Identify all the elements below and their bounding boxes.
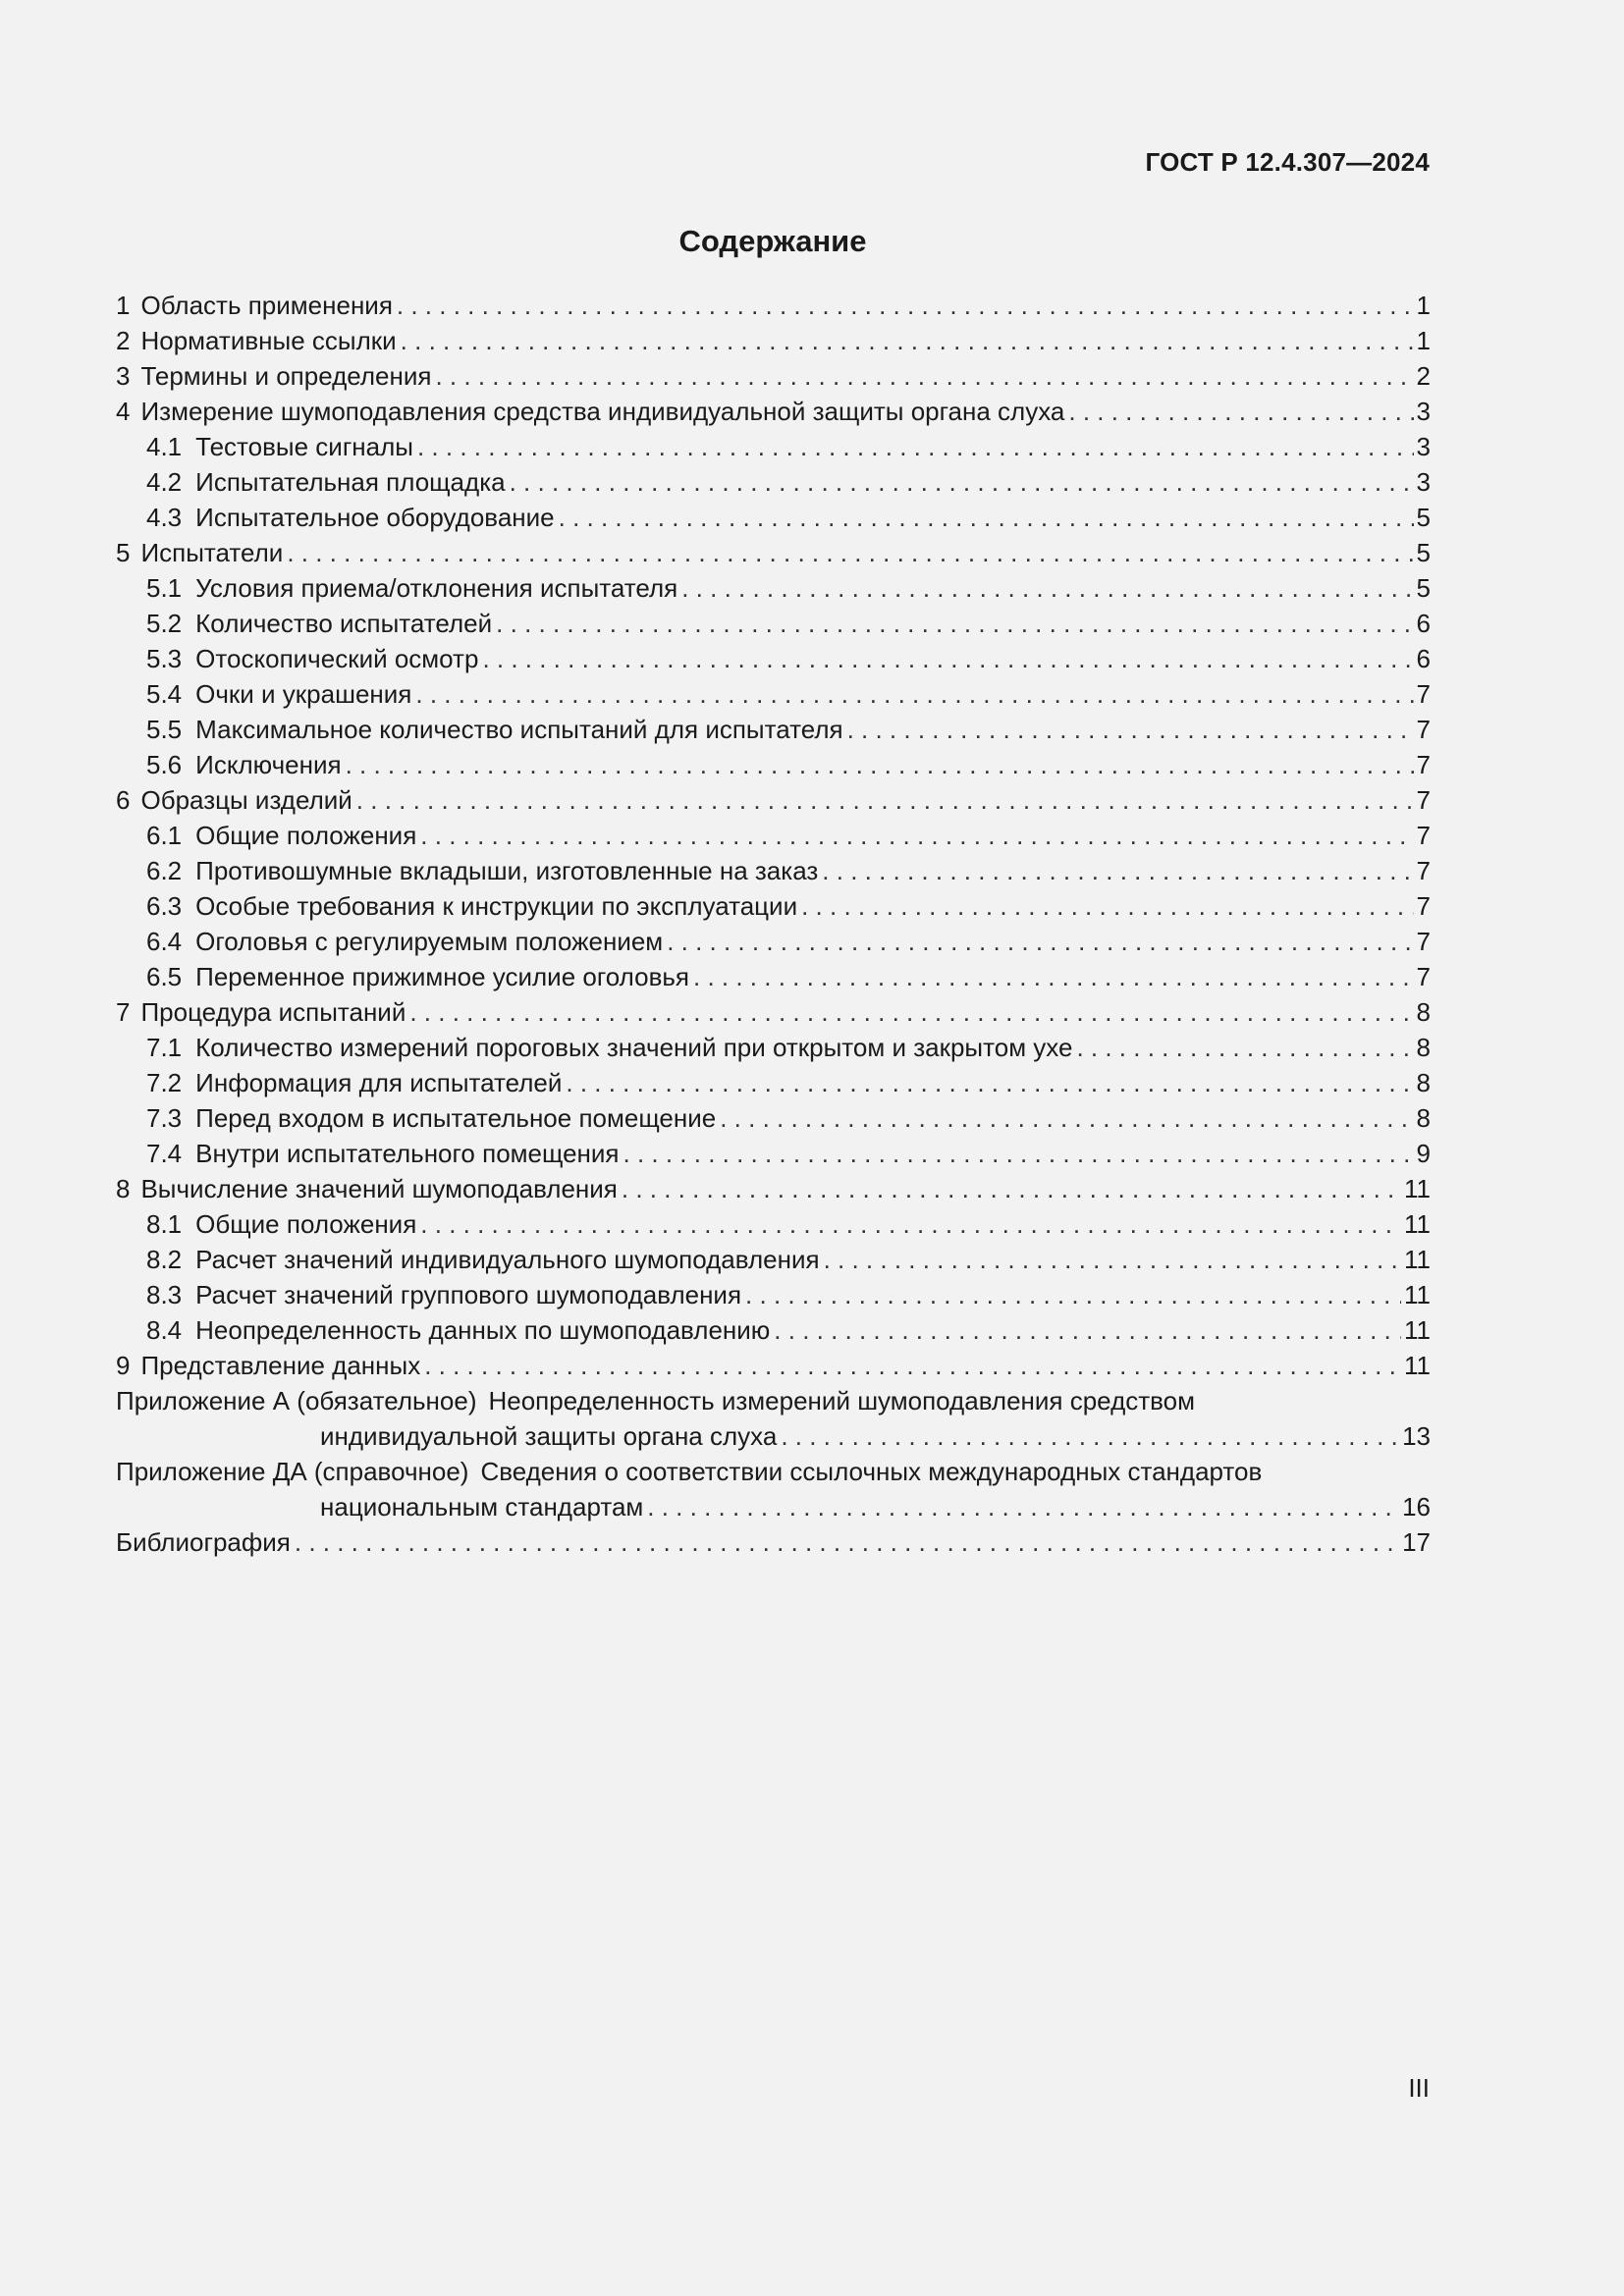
toc-entry-number: 6 — [116, 785, 131, 815]
toc-entry[interactable] — [116, 1206, 1431, 1242]
dot-leader — [720, 1100, 1413, 1136]
toc-entry-number: 8.2 — [146, 1245, 183, 1274]
dot-leader — [435, 358, 1413, 394]
toc-entry-page: 8 — [1416, 1068, 1431, 1097]
toc-entry-number: 3 — [116, 361, 131, 391]
toc-entry-number: 8.1 — [146, 1209, 183, 1239]
toc-entry[interactable] — [116, 1136, 1431, 1171]
toc-entry-title: Неопределенность данных по шумоподавлению — [195, 1315, 771, 1345]
bibliography-title: Библиография — [116, 1527, 291, 1557]
toc-entry[interactable] — [116, 641, 1431, 676]
toc-entry-page: 5 — [1416, 503, 1431, 532]
toc-entry[interactable] — [116, 570, 1431, 606]
toc-entry-page: 3 — [1416, 397, 1431, 426]
toc-entry-number: 8.4 — [146, 1315, 183, 1345]
dot-leader — [409, 994, 1413, 1030]
toc-entry[interactable] — [116, 358, 1431, 394]
dot-leader — [623, 1136, 1414, 1171]
toc-entry[interactable] — [116, 959, 1431, 994]
toc-entry[interactable] — [116, 606, 1431, 641]
toc-entry-number: 5.4 — [146, 679, 183, 709]
toc-entry-title: Исключения — [195, 750, 342, 779]
toc-entry[interactable] — [116, 1065, 1431, 1100]
dot-leader — [356, 782, 1414, 818]
appendix-label: Приложение ДА (справочное) — [116, 1457, 469, 1486]
toc-entry[interactable] — [116, 676, 1431, 712]
appendix-title-line2: национальным стандартам — [320, 1492, 644, 1522]
toc-entry[interactable] — [116, 500, 1431, 535]
toc-entry-number: 5.5 — [146, 715, 183, 744]
toc-entry[interactable] — [116, 924, 1431, 959]
dot-leader — [417, 429, 1414, 464]
dot-leader — [287, 535, 1413, 570]
toc-entry-title: Информация для испытателей — [195, 1068, 563, 1097]
toc-bibliography-entry[interactable] — [116, 1524, 1431, 1560]
toc-entry-title: Термины и определения — [140, 361, 432, 391]
toc-entry-page: 17 — [1402, 1527, 1431, 1557]
toc-appendix-entry-continued[interactable] — [116, 1489, 1431, 1524]
toc-entry-number: 8.3 — [146, 1280, 183, 1309]
toc-entry-title: Процедура испытаний — [140, 997, 406, 1027]
dot-leader — [647, 1489, 1399, 1524]
dot-leader — [415, 676, 1413, 712]
toc-entry-page: 11 — [1404, 1351, 1431, 1380]
toc-entry-title: Нормативные ссылки — [140, 326, 397, 355]
toc-entry-number: 4.3 — [146, 503, 183, 532]
toc-entry-number: 5.6 — [146, 750, 183, 779]
toc-entry-title: Измерение шумоподавления средства индивидуальной защиты органа слуха — [140, 397, 1065, 426]
toc-entry-page: 7 — [1416, 750, 1431, 779]
toc-entry-page: 7 — [1416, 785, 1431, 815]
toc-entry-title: Представление данных — [140, 1351, 421, 1380]
dot-leader — [424, 1348, 1401, 1383]
toc-entry-number: 7.2 — [146, 1068, 183, 1097]
toc-entry[interactable] — [116, 818, 1431, 853]
toc-entry-title: Образцы изделий — [140, 785, 352, 815]
toc-entry-page: 1 — [1416, 326, 1431, 355]
page-number: III — [1408, 2073, 1430, 2103]
toc-entry-title: Количество измерений пороговых значений при открытом и закрытом ухе — [195, 1033, 1073, 1062]
toc-entry-number: 1 — [116, 291, 131, 320]
toc-entry-page: 1 — [1416, 291, 1431, 320]
toc-entry[interactable] — [116, 323, 1431, 358]
dot-leader — [622, 1171, 1401, 1206]
toc-entry-title: Перед входом в испытательное помещение — [195, 1103, 717, 1133]
toc-entry-number: 7.3 — [146, 1103, 183, 1133]
toc-entry[interactable] — [116, 712, 1431, 747]
toc-entry-number: 6.5 — [146, 962, 183, 991]
dot-leader — [566, 1065, 1413, 1100]
dot-leader — [482, 641, 1413, 676]
toc-entry-number: 2 — [116, 326, 131, 355]
toc-entry-page: 6 — [1416, 644, 1431, 673]
table-of-contents — [116, 288, 1431, 1560]
appendix-title-line1: Сведения о соответствии ссылочных международных стандартов — [480, 1457, 1263, 1486]
toc-entry-number: 5 — [116, 538, 131, 567]
toc-entry-number: 6.4 — [146, 927, 183, 956]
toc-entry[interactable] — [116, 535, 1431, 570]
toc-entry-title: Оголовья с регулируемым положением — [195, 927, 664, 956]
dot-leader — [510, 464, 1414, 500]
dot-leader — [822, 853, 1413, 888]
toc-appendix-entry[interactable] — [116, 1383, 1431, 1418]
dot-leader — [681, 570, 1413, 606]
dot-leader — [693, 959, 1414, 994]
toc-entry-number: 6.3 — [146, 891, 183, 921]
toc-entry-page: 6 — [1416, 609, 1431, 638]
toc-entry-number: 7 — [116, 997, 131, 1027]
toc-entry-title: Отоскопический осмотр — [195, 644, 479, 673]
toc-entry-page: 5 — [1416, 573, 1431, 603]
dot-leader — [420, 1206, 1401, 1242]
toc-entry-number: 6.2 — [146, 856, 183, 885]
toc-entry-number: 7.4 — [146, 1139, 183, 1168]
toc-entry[interactable] — [116, 394, 1431, 429]
toc-entry-page: 5 — [1416, 538, 1431, 567]
toc-entry-number: 9 — [116, 1351, 131, 1380]
toc-entry-title: Общие положения — [195, 821, 417, 850]
toc-entry-page: 7 — [1416, 679, 1431, 709]
toc-entry-page: 7 — [1416, 821, 1431, 850]
dot-leader — [496, 606, 1413, 641]
dot-leader — [1068, 394, 1413, 429]
dot-leader — [420, 818, 1413, 853]
toc-entry-page: 13 — [1402, 1421, 1431, 1451]
toc-entry-title: Область применения — [140, 291, 393, 320]
toc-entry-page: 8 — [1416, 1033, 1431, 1062]
dot-leader — [745, 1277, 1401, 1312]
toc-entry[interactable] — [116, 429, 1431, 464]
toc-entry[interactable] — [116, 1312, 1431, 1348]
toc-entry-title: Тестовые сигналы — [195, 432, 413, 461]
toc-entry[interactable] — [116, 888, 1431, 924]
document-code: ГОСТ Р 12.4.307—2024 — [1145, 147, 1430, 177]
dot-leader — [401, 323, 1414, 358]
toc-entry-title: Очки и украшения — [195, 679, 412, 709]
dot-leader — [847, 712, 1414, 747]
toc-entry-page: 3 — [1416, 467, 1431, 497]
toc-entry-page: 11 — [1404, 1315, 1431, 1345]
toc-entry-page: 16 — [1402, 1492, 1431, 1522]
toc-entry-number: 6.1 — [146, 821, 183, 850]
toc-entry-title: Максимальное количество испытаний для испытателя — [195, 715, 843, 744]
dot-leader — [824, 1242, 1401, 1277]
toc-entry-title: Количество испытателей — [195, 609, 493, 638]
toc-entry[interactable] — [116, 747, 1431, 782]
toc-entry-page: 7 — [1416, 856, 1431, 885]
toc-entry-number: 4 — [116, 397, 131, 426]
appendix-label: Приложение А (обязательное) — [116, 1386, 477, 1415]
toc-entry[interactable] — [116, 1277, 1431, 1312]
dot-leader — [667, 924, 1413, 959]
dot-leader — [295, 1524, 1399, 1560]
toc-entry[interactable] — [116, 464, 1431, 500]
toc-entry-page: 8 — [1416, 997, 1431, 1027]
toc-entry-title: Внутри испытательного помещения — [195, 1139, 620, 1168]
toc-entry-page: 7 — [1416, 891, 1431, 921]
toc-entry[interactable] — [116, 1030, 1431, 1065]
dot-leader — [397, 288, 1414, 323]
toc-entry-title: Испытательная площадка — [195, 467, 506, 497]
toc-entry-title: Особые требования к инструкции по эксплуатации — [195, 891, 798, 921]
dot-leader — [801, 888, 1413, 924]
toc-appendix-entry-continued[interactable] — [116, 1418, 1431, 1454]
toc-entry-number: 5.1 — [146, 573, 183, 603]
toc-entry-number: 7.1 — [146, 1033, 183, 1062]
appendix-title-line2: индивидуальной защиты органа слуха — [320, 1421, 778, 1451]
toc-entry-title: Испытатели — [140, 538, 284, 567]
toc-entry[interactable] — [116, 1348, 1431, 1383]
page-title: Содержание — [678, 224, 867, 258]
dot-leader — [781, 1418, 1399, 1454]
dot-leader — [1076, 1030, 1413, 1065]
toc-entry-title: Расчет значений индивидуального шумоподавления — [195, 1245, 820, 1274]
toc-entry-title: Противошумные вкладыши, изготовленные на заказ — [195, 856, 819, 885]
toc-entry[interactable] — [116, 1171, 1431, 1206]
toc-entry[interactable] — [116, 853, 1431, 888]
toc-entry-page: 8 — [1416, 1103, 1431, 1133]
toc-entry-number: 5.3 — [146, 644, 183, 673]
toc-entry-number: 4.1 — [146, 432, 183, 461]
dot-leader — [774, 1312, 1401, 1348]
toc-appendix-entry[interactable] — [116, 1454, 1431, 1489]
toc-entry-title: Расчет значений группового шумоподавления — [195, 1280, 742, 1309]
toc-entry-page: 9 — [1416, 1139, 1431, 1168]
toc-entry-page: 7 — [1416, 927, 1431, 956]
toc-entry[interactable] — [116, 782, 1431, 818]
dot-leader — [346, 747, 1414, 782]
toc-entry-page: 11 — [1404, 1245, 1431, 1274]
toc-entry-number: 4.2 — [146, 467, 183, 497]
toc-entry-title: Переменное прижимное усилие оголовья — [195, 962, 690, 991]
toc-entry-number: 5.2 — [146, 609, 183, 638]
toc-entry[interactable] — [116, 288, 1431, 323]
toc-entry[interactable] — [116, 1242, 1431, 1277]
toc-entry-page: 3 — [1416, 432, 1431, 461]
toc-entry-page: 7 — [1416, 715, 1431, 744]
toc-entry-page: 2 — [1416, 361, 1431, 391]
toc-entry-number: 8 — [116, 1174, 131, 1203]
dot-leader — [559, 500, 1414, 535]
toc-entry-page: 11 — [1404, 1280, 1431, 1309]
toc-entry-page: 7 — [1416, 962, 1431, 991]
toc-entry-title: Испытательное оборудование — [195, 503, 555, 532]
toc-entry[interactable] — [116, 994, 1431, 1030]
appendix-title-line1: Неопределенность измерений шумоподавления средством — [488, 1386, 1196, 1415]
toc-entry-page: 11 — [1404, 1174, 1431, 1203]
toc-entry[interactable] — [116, 1100, 1431, 1136]
toc-entry-title: Условия приема/отклонения испытателя — [195, 573, 678, 603]
toc-entry-title: Общие положения — [195, 1209, 417, 1239]
toc-entry-title: Вычисление значений шумоподавления — [140, 1174, 618, 1203]
toc-entry-page: 11 — [1404, 1209, 1431, 1239]
